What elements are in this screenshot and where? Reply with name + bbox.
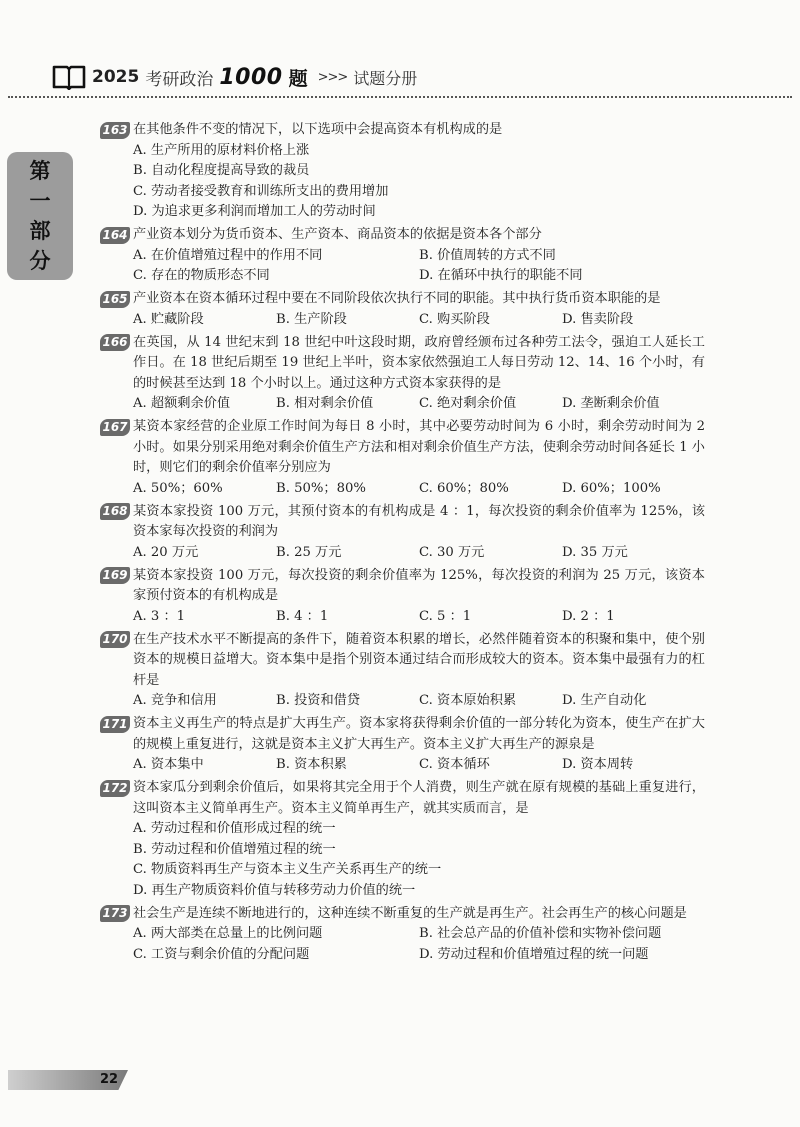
- header-ti: 题: [288, 67, 308, 90]
- question-number-badge: 164: [100, 227, 130, 244]
- question-stem-row: [100, 778, 705, 819]
- question-stem: 产业资本划分为货币资本、生产资本、商品资本的依据是资本各个部分: [133, 227, 542, 243]
- question-stem: 在其他条件不变的情况下，以下选项中会提高资本有机构成的是: [133, 122, 503, 137]
- question-163: [100, 120, 705, 223]
- option-group: [100, 924, 705, 965]
- answer-option: D. 为追求更多利润而增加工人的劳动时间: [133, 204, 376, 220]
- answer-option: B. 劳动过程和价值增殖过程的统一: [133, 841, 336, 857]
- question-172: [100, 778, 705, 902]
- answer-option: C. 30 万元: [419, 544, 485, 560]
- section-tab: [7, 152, 73, 280]
- answer-option: B. 社会总产品的价值补偿和实物补偿问题: [419, 926, 662, 942]
- question-number-badge: 169: [100, 567, 130, 584]
- answer-option: B. 价值周转的方式不同: [419, 247, 556, 263]
- answer-option: A. 竞争和信用: [133, 693, 217, 709]
- answer-option: D. 生产自动化: [562, 693, 647, 709]
- header-arrows: >>>: [317, 69, 348, 85]
- question-stem: 在英国，从 14 世纪末到 18 世纪中叶这段时期，政府曾经颁布过各种劳工法令，强迫工人延长工作日。在 18 世纪后期至 19 世纪上半叶，资本家依然强迫工人每日劳动 12、14、16 个小时，有的时候甚至达到 18 个小时以上。通过这种方式资本家获得的是: [133, 334, 705, 391]
- answer-option: D. 劳动过程和价值增殖过程的统一问题: [419, 947, 649, 963]
- question-stem-row: [100, 289, 705, 310]
- answer-option: B. 投资和借贷: [276, 693, 361, 709]
- question-stem-row: [100, 417, 705, 479]
- answer-option: A. 50%；60%: [133, 480, 223, 496]
- answer-option: D. 售卖阶段: [562, 311, 634, 327]
- question-stem-row: [100, 566, 705, 607]
- answer-option: D. 60%；100%: [562, 480, 661, 496]
- option-group: [100, 543, 705, 564]
- answer-option: D. 再生产物质资料价值与转移劳动力价值的统一: [133, 883, 416, 899]
- question-168: [100, 502, 705, 564]
- question-stem: 某资本家投资 100 万元，其预付资本的有机构成是 4 ：1，每次投资的剩余价值率为 125%，该资本家每次投资的利润为: [133, 503, 705, 540]
- question-stem: 某资本家经营的企业原工作时间为每日 8 小时，其中必要劳动时间为 6 小时，剩余劳动时间为 2 小时。如果分别采用绝对剩余价值生产方法和相对剩余价值生产方法，使剩余劳动时间各延长 1 小时，则它们的剩余价值率分别应为: [133, 419, 705, 476]
- header-title: 考研政治: [145, 69, 214, 90]
- question-stem: 资本家瓜分到剩余价值后，如果将其完全用于个人消费，则生产就在原有规模的基础上重复进行，这叫资本主义简单再生产。资本主义简单再生产，就其实质而言，是: [133, 780, 705, 816]
- question-165: [100, 289, 705, 330]
- header-count: 1000: [219, 64, 283, 90]
- answer-option: A. 20 万元: [133, 544, 199, 560]
- answer-option: A. 资本集中: [133, 757, 204, 773]
- section-tab-char: 一: [29, 189, 51, 213]
- answer-option: B. 相对剩余价值: [276, 396, 374, 412]
- section-tab-char: 部: [29, 219, 51, 243]
- question-stem-row: [100, 904, 705, 925]
- question-stem: 在生产技术水平不断提高的条件下，随着资本积累的增长，必然伴随着资本的积聚和集中，使个别资本的规模日益增大。资本集中是指个别资本通过结合而形成较大的资本。资本集中最强有力的杠杆是: [133, 631, 705, 688]
- question-stem-row: [100, 120, 705, 141]
- question-number-badge: 171: [100, 716, 130, 733]
- answer-option: B. 生产阶段: [276, 311, 347, 327]
- option-group: [100, 310, 705, 331]
- question-number-badge: 172: [100, 780, 130, 797]
- open-book-icon: [52, 64, 86, 90]
- answer-option: A. 超额剩余价值: [133, 396, 231, 412]
- answer-option: D. 2 ：1: [562, 608, 615, 624]
- option-group: [100, 691, 705, 712]
- answer-option: D. 资本周转: [562, 757, 634, 773]
- section-tab-char: 第: [29, 159, 51, 183]
- section-tab-char: 分: [29, 249, 51, 273]
- question-stem: 社会生产是连续不断地进行的，这种连续不断重复的生产就是再生产。社会再生产的核心问题是: [133, 905, 687, 921]
- answer-option: A. 两大部类在总量上的比例问题: [133, 926, 323, 942]
- question-number-badge: 166: [100, 334, 130, 351]
- answer-option: C. 资本原始积累: [419, 693, 517, 709]
- answer-option: B. 资本积累: [276, 757, 347, 773]
- question-stem-row: [100, 225, 705, 246]
- answer-option: C. 绝对剩余价值: [419, 396, 517, 412]
- answer-option: C. 存在的物质形态不同: [133, 268, 270, 284]
- answer-option: B. 4 ：1: [276, 608, 329, 624]
- question-stem-row: [100, 502, 705, 543]
- answer-option: B. 50%；80%: [276, 480, 366, 496]
- answer-option: C. 5 ：1: [419, 608, 472, 624]
- answer-option: D. 垄断剩余价值: [562, 396, 660, 412]
- page-header: [52, 62, 417, 92]
- question-stem: 某资本家投资 100 万元，每次投资的剩余价值率为 125%，每次投资的利润为 25 万元，该资本家预付资本的有机构成是: [133, 567, 705, 604]
- header-divider: [8, 96, 792, 98]
- page-number: 22: [100, 1072, 119, 1087]
- header-subtitle: 试题分册: [353, 68, 418, 88]
- answer-option: B. 自动化程度提高导致的裁员: [133, 163, 310, 179]
- answer-option: C. 劳动者接受教育和训练所支出的费用增加: [133, 183, 389, 199]
- question-number-badge: 168: [100, 503, 130, 520]
- answer-option: C. 购买阶段: [419, 311, 490, 327]
- question-stem-row: [100, 333, 705, 395]
- answer-option: A. 劳动过程和价值形成过程的统一: [133, 821, 336, 837]
- question-number-badge: 167: [100, 419, 130, 436]
- option-group: [100, 141, 705, 223]
- answer-option: A. 3 ：1: [133, 608, 186, 624]
- question-number-badge: 163: [100, 122, 130, 139]
- question-167: [100, 417, 705, 499]
- question-number-badge: 170: [100, 631, 130, 648]
- question-number-badge: 165: [100, 291, 130, 308]
- question-170: [100, 630, 705, 712]
- question-166: [100, 333, 705, 415]
- answer-option: B. 25 万元: [276, 544, 342, 560]
- question-164: [100, 225, 705, 287]
- answer-option: C. 60%；80%: [419, 480, 509, 496]
- answer-option: D. 35 万元: [562, 544, 628, 560]
- question-stem-row: [100, 630, 705, 692]
- option-group: [100, 394, 705, 415]
- answer-option: C. 物质资料再生产与资本主义生产关系再生产的统一: [133, 862, 442, 878]
- question-list: [100, 120, 705, 968]
- answer-option: D. 在循环中执行的职能不同: [419, 268, 583, 284]
- option-group: [100, 246, 705, 287]
- option-group: [100, 479, 705, 500]
- option-group: [100, 607, 705, 628]
- question-169: [100, 566, 705, 628]
- question-stem-row: [100, 714, 705, 755]
- answer-option: A. 生产所用的原材料价格上涨: [133, 142, 310, 158]
- question-173: [100, 904, 705, 966]
- answer-option: A. 贮藏阶段: [133, 311, 204, 327]
- option-group: [100, 755, 705, 776]
- option-group: [100, 819, 705, 901]
- answer-option: A. 在价值增殖过程中的作用不同: [133, 247, 323, 263]
- answer-option: C. 资本循环: [419, 757, 490, 773]
- question-stem: 资本主义再生产的特点是扩大再生产。资本家将获得剩余价值的一部分转化为资本，使生产在扩大的规模上重复进行，这就是资本主义扩大再生产。资本主义扩大再生产的源泉是: [133, 716, 705, 752]
- question-stem: 产业资本在资本循环过程中要在不同阶段依次执行不同的职能。其中执行货币资本职能的是: [133, 291, 661, 307]
- question-171: [100, 714, 705, 776]
- answer-option: C. 工资与剩余价值的分配问题: [133, 947, 310, 963]
- header-year: 2025: [92, 67, 140, 87]
- question-number-badge: 173: [100, 905, 130, 922]
